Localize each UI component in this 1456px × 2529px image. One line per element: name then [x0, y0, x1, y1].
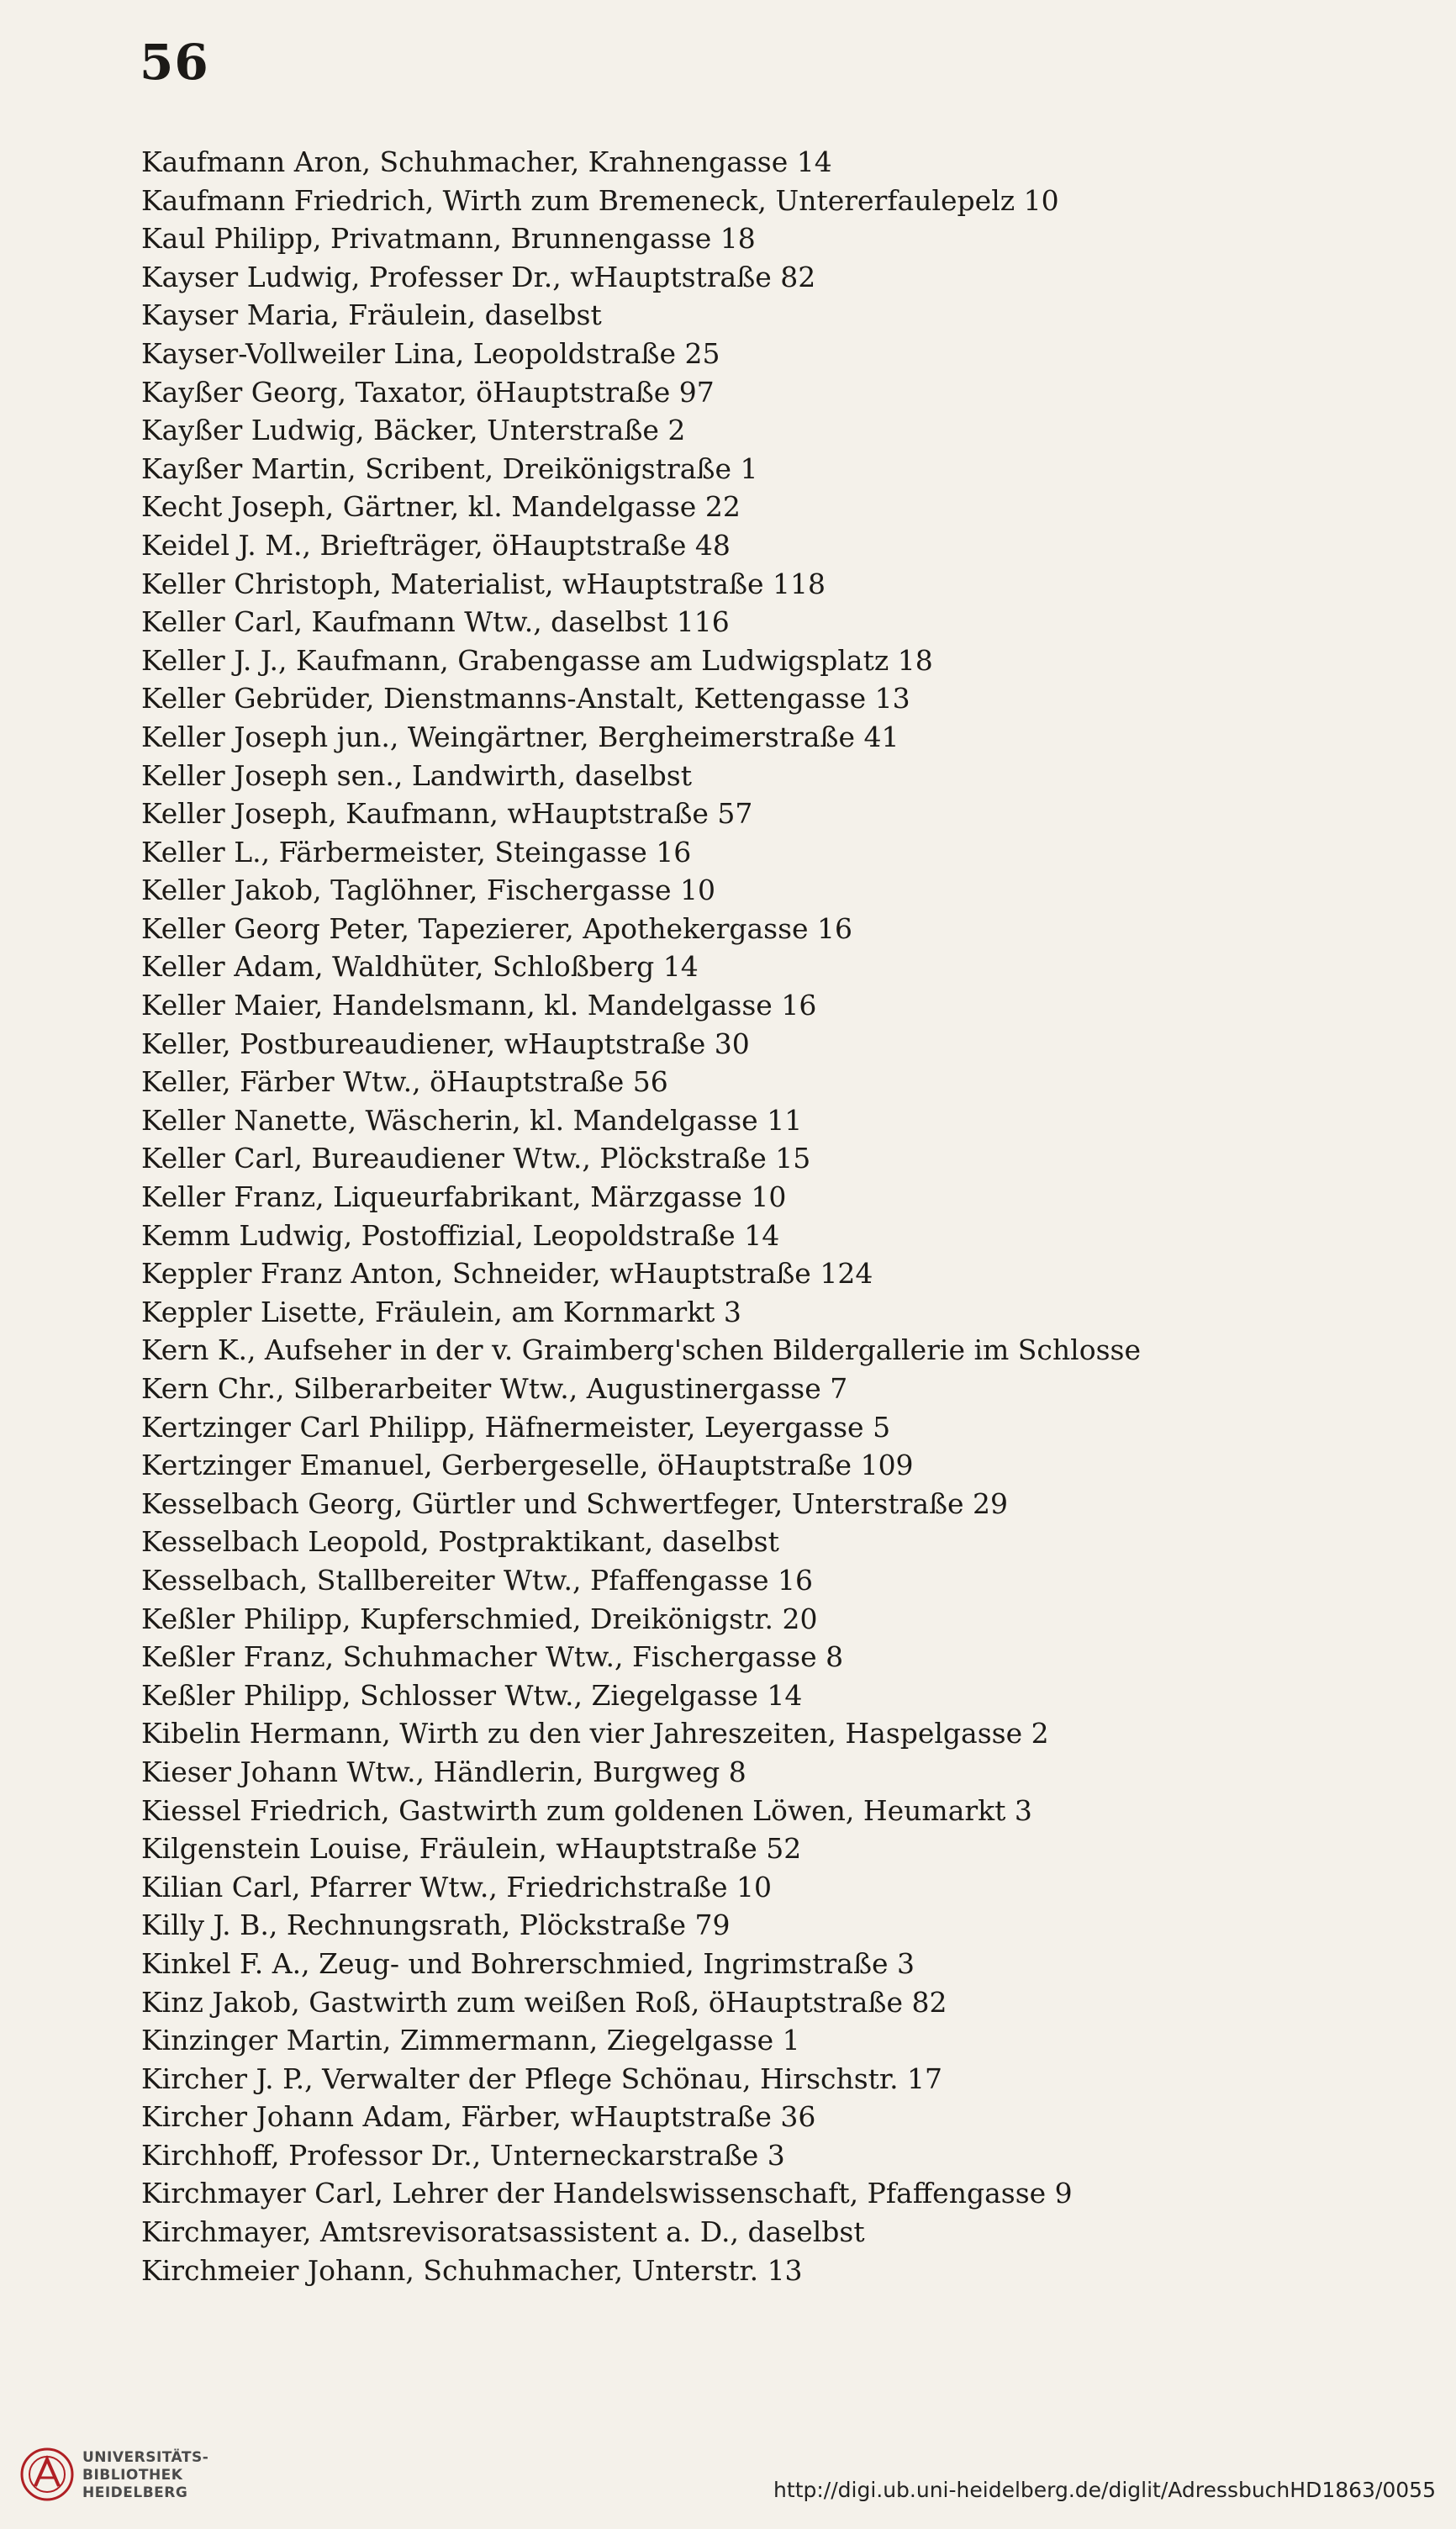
directory-entry: Kirchmayer, Amtsrevisoratsassistent a. D., daselbst: [141, 2215, 865, 2249]
directory-entry: Keller Christoph, Materialist, wHauptstraße 118: [141, 567, 826, 600]
directory-entries: [141, 143, 1419, 2289]
directory-entry: Kinzinger Martin, Zimmermann, Ziegelgasse 1: [141, 2024, 800, 2057]
directory-entry: Keller Carl, Bureaudiener Wtw., Plöckstraße 15: [141, 1142, 811, 1175]
directory-entry: Kertzinger Carl Philipp, Häfnermeister, Leyergasse 5: [141, 1410, 891, 1444]
directory-entry: Keßler Philipp, Schlosser Wtw., Ziegelgasse 14: [141, 1678, 803, 1712]
directory-entry: Keller Carl, Kaufmann Wtw., daselbst 116: [141, 605, 730, 639]
directory-entry: Kirchmayer Carl, Lehrer der Handelswissenschaft, Pfaffengasse 9: [141, 2177, 1073, 2210]
directory-entry: Kirchhoff, Professor Dr., Unterneckarstraße 3: [141, 2138, 785, 2172]
directory-entry: Kilian Carl, Pfarrer Wtw., Friedrichstraße 10: [141, 1870, 773, 1903]
directory-entry: Kaul Philipp, Privatmann, Brunnengasse 18: [141, 222, 756, 256]
directory-entry: Kiessel Friedrich, Gastwirth zum goldenen Löwen, Heumarkt 3: [141, 1793, 1032, 1827]
directory-entry: Keller Gebrüder, Dienstmanns-Anstalt, Kettengasse 13: [141, 682, 910, 715]
directory-entry: Kayßer Martin, Scribent, Dreikönigstraße 1: [141, 451, 758, 485]
library-name: [82, 2449, 208, 2502]
library-logo-icon: [15, 2436, 91, 2511]
library-name-line1: UNIVERSITÄTS-: [82, 2449, 209, 2466]
directory-entry: Keller Maier, Handelsmann, kl. Mandelgasse 16: [141, 989, 817, 1022]
directory-entry: Kircher J. P., Verwalter der Pflege Schönau, Hirschstr. 17: [141, 2062, 943, 2095]
directory-entry: Keller Joseph, Kaufmann, wHauptstraße 57: [141, 797, 753, 831]
directory-entry: Kilgenstein Louise, Fräulein, wHauptstraße 52: [141, 1832, 802, 1866]
directory-entry: Keller Adam, Waldhüter, Schloßberg 14: [141, 950, 699, 984]
directory-entry: Kayßer Georg, Taxator, öHauptstraße 97: [141, 375, 715, 409]
source-url-link[interactable]: http://digi.ub.uni-heidelberg.de/diglit/AdressbuchHD1863/0055: [773, 2478, 1436, 2502]
directory-entry: Keller L., Färbermeister, Steingasse 16: [141, 835, 692, 869]
library-name-line3: HEIDELBERG: [82, 2484, 188, 2501]
directory-entry: Kirchmeier Johann, Schuhmacher, Unterstr. 13: [141, 2253, 803, 2287]
directory-entry: Kaufmann Aron, Schuhmacher, Krahnengasse 14: [141, 145, 832, 178]
directory-entry: Kertzinger Emanuel, Gerbergeselle, öHauptstraße 109: [141, 1449, 914, 1482]
directory-entry: Kayser-Vollweiler Lina, Leopoldstraße 25: [141, 336, 720, 370]
directory-entry: Keppler Lisette, Fräulein, am Kornmarkt 3: [141, 1295, 741, 1328]
page-number: 56: [140, 34, 209, 91]
directory-entry: Kemm Ludwig, Postoffizial, Leopoldstraße 14: [141, 1218, 780, 1252]
directory-entry: Keller, Postbureaudiener, wHauptstraße 30: [141, 1027, 750, 1060]
directory-entry: Kesselbach Georg, Gürtler und Schwertfeger, Unterstraße 29: [141, 1486, 1009, 1520]
directory-entry: Kesselbach Leopold, Postpraktikant, daselbst: [141, 1525, 779, 1559]
directory-entry: Keller Jakob, Taglöhner, Fischergasse 10: [141, 874, 716, 907]
directory-entry: Kaufmann Friedrich, Wirth zum Bremeneck, Untererfaulepelz 10: [141, 183, 1059, 217]
directory-entry: Killy J. B., Rechnungsrath, Plöckstraße 79: [141, 1909, 731, 1942]
directory-entry: Kern K., Aufseher in der v. Graimberg'schen Bildergallerie im Schlosse: [141, 1333, 1141, 1367]
directory-entry: Kircher Johann Adam, Färber, wHauptstraße 36: [141, 2100, 816, 2134]
directory-entry: Kinkel F. A., Zeug- und Bohrerschmied, Ingrimstraße 3: [141, 1946, 915, 1980]
directory-entry: Kibelin Hermann, Wirth zu den vier Jahreszeiten, Haspelgasse 2: [141, 1717, 1049, 1750]
directory-entry: Kecht Joseph, Gärtner, kl. Mandelgasse 22: [141, 490, 741, 524]
directory-entry: Keßler Franz, Schuhmacher Wtw., Fischergasse 8: [141, 1640, 844, 1674]
directory-entry: Kieser Johann Wtw., Händlerin, Burgweg 8: [141, 1755, 746, 1788]
directory-entry: Kayser Ludwig, Professer Dr., wHauptstraße 82: [141, 260, 816, 293]
directory-entry: Kayser Maria, Fräulein, daselbst: [141, 298, 602, 332]
directory-entry: Keidel J. M., Briefträger, öHauptstraße 48: [141, 528, 731, 562]
library-name-line2: BIBLIOTHEK: [82, 2467, 183, 2484]
directory-entry: Keller Joseph sen., Landwirth, daselbst: [141, 758, 692, 792]
directory-entry: Keller Franz, Liqueurfabrikant, Märzgasse 10: [141, 1180, 787, 1214]
directory-entry: Kesselbach, Stallbereiter Wtw., Pfaffengasse 16: [141, 1563, 813, 1597]
directory-entry: Keßler Philipp, Kupferschmied, Dreikönigstr. 20: [141, 1602, 818, 1635]
directory-entry: Kinz Jakob, Gastwirth zum weißen Roß, öHauptstraße 82: [141, 1985, 947, 2019]
footer: [0, 2417, 1456, 2529]
directory-entry: Keppler Franz Anton, Schneider, wHauptstraße 124: [141, 1257, 873, 1291]
directory-entry: Keller J. J., Kaufmann, Grabengasse am Ludwigsplatz 18: [141, 643, 933, 677]
directory-entry: Keller Joseph jun., Weingärtner, Bergheimerstraße 41: [141, 720, 899, 753]
directory-entry: Kayßer Ludwig, Bäcker, Unterstraße 2: [141, 414, 686, 447]
directory-entry: Keller, Färber Wtw., öHauptstraße 56: [141, 1065, 668, 1099]
directory-entry: Keller Georg Peter, Tapezierer, Apothekergasse 16: [141, 911, 853, 945]
directory-entry: Kern Chr., Silberarbeiter Wtw., Augustinergasse 7: [141, 1372, 848, 1405]
directory-entry: Keller Nanette, Wäscherin, kl. Mandelgasse 11: [141, 1103, 803, 1137]
